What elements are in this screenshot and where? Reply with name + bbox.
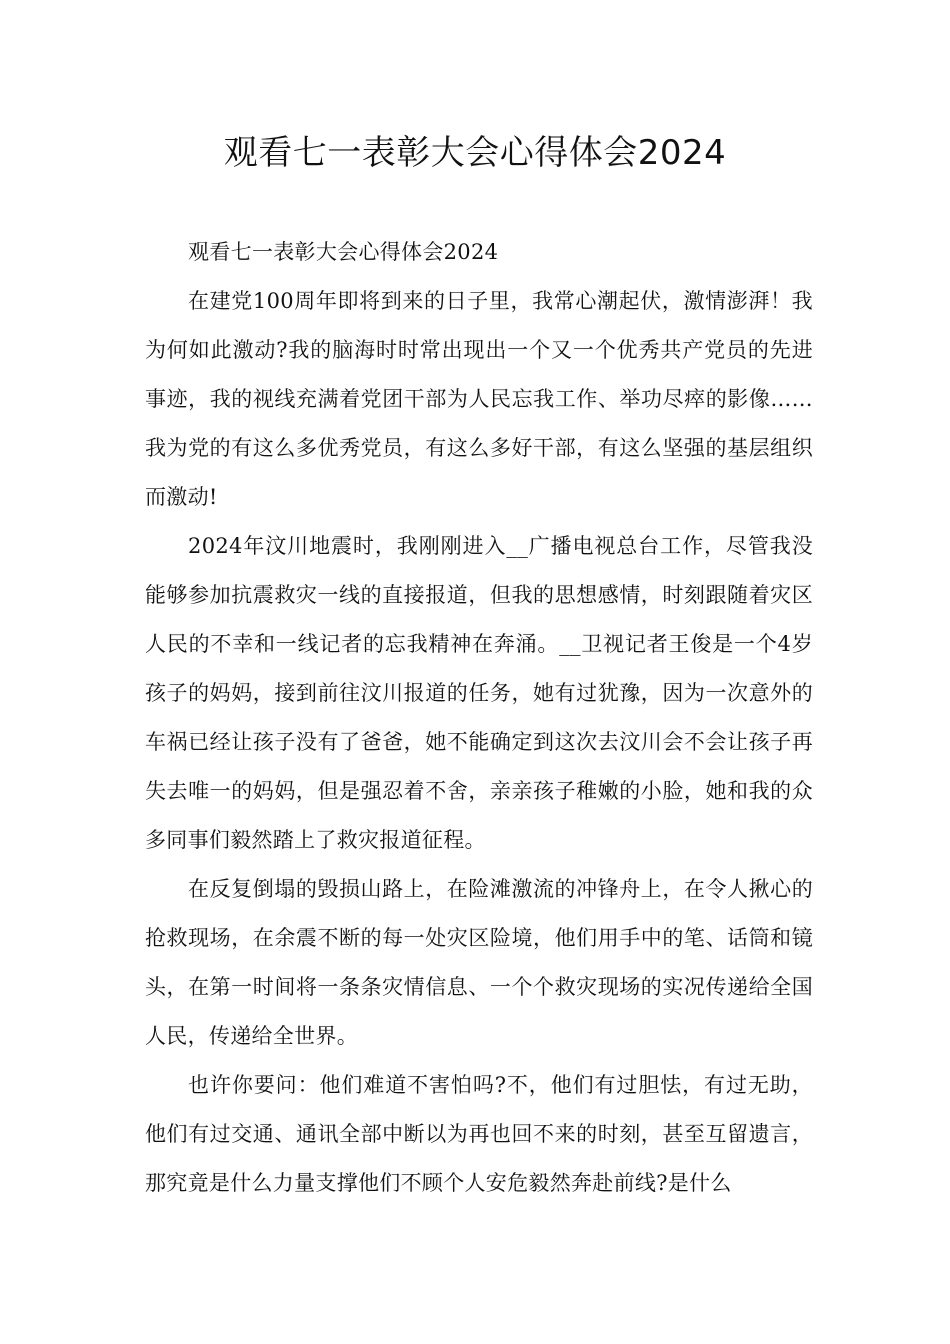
document-body xyxy=(145,228,813,1208)
paragraph-subtitle: 观看七一表彰大会心得体会2024 xyxy=(188,240,499,264)
paragraph: 2024年汶川地震时，我刚刚进入__广播电视总台工作，尽管我没能够参加抗震救灾一线的直接报道，但我的思想感情，时刻跟随着灾区人民的不幸和一线记者的忘我精神在奔涌。__卫视记者王俊是一个4岁孩子的妈妈，接到前往汶川报道的任务，她有过犹豫，因为一次意外的车祸已经让孩子没有了爸爸，她不能确定到这次去汶川会不会让孩子再失去唯一的妈妈，但是强忍着不舍，亲亲孩子稚嫩的小脸，她和我的众多同事们毅然踏上了救灾报道征程。 xyxy=(145,534,813,852)
paragraph: 也许你要问：他们难道不害怕吗?不，他们有过胆怯，有过无助，他们有过交通、通讯全部中断以为再也回不来的时刻，甚至互留遗言，那究竟是什么力量支撑他们不顾个人安危毅然奔赴前线?是什么 xyxy=(145,1073,813,1195)
paragraph: 在反复倒塌的毁损山路上，在险滩激流的冲锋舟上，在令人揪心的抢救现场，在余震不断的每一处灾区险境，他们用手中的笔、话筒和镜头，在第一时间将一条条灾情信息、一个个救灾现场的实况传递给全国人民，传递给全世界。 xyxy=(145,877,813,1048)
paragraph: 在建党100周年即将到来的日子里，我常心潮起伏，激情澎湃！我为何如此激动?我的脑海时时常出现出一个又一个优秀共产党员的先进事迹，我的视线充满着党团干部为人民忘我工作、举功尽瘁的影像……我为党的有这么多优秀党员，有这么多好干部，有这么坚强的基层组织而激动! xyxy=(145,289,813,509)
document-title: 观看七一表彰大会心得体会2024 xyxy=(223,133,727,173)
